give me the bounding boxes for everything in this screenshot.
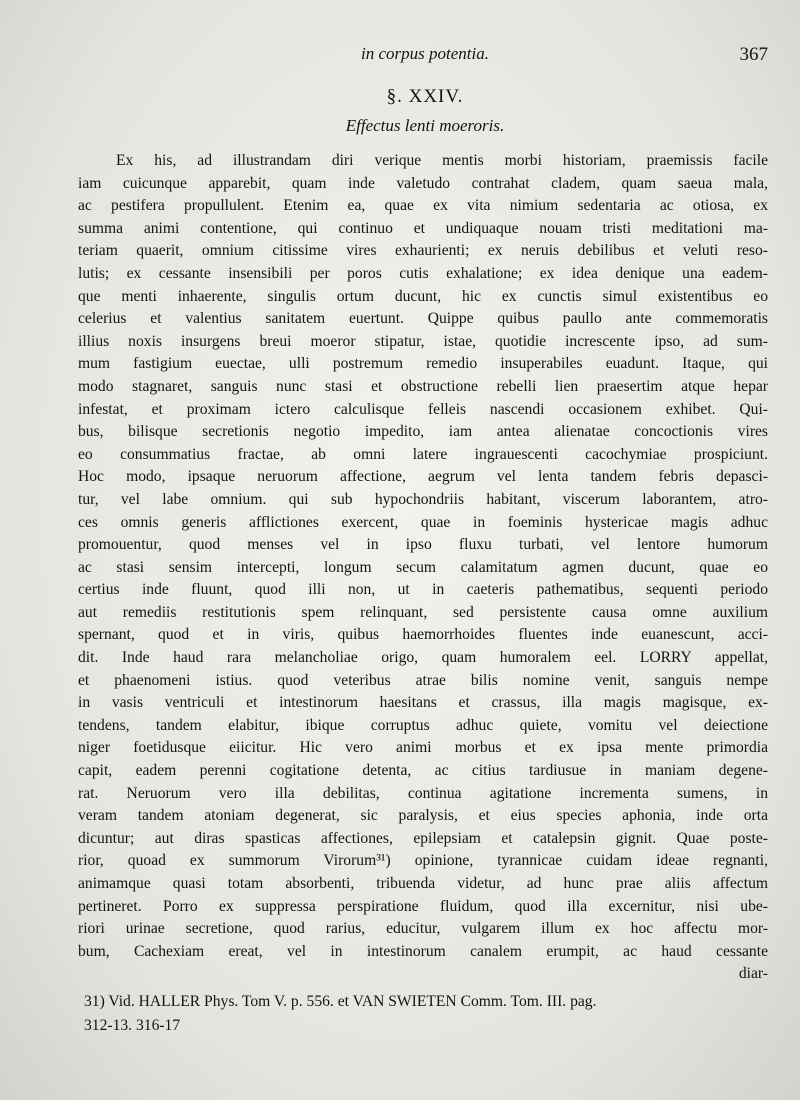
body-text xyxy=(78,150,768,986)
text-line: illius noxis insurgens breui moeror stipatur, istae, quotidie increscente ipso, ad sum- xyxy=(78,332,768,350)
running-head xyxy=(80,44,770,70)
text-line: et phaenomeni istius. quod veteribus atrae bilis nomine venit, sanguis nempe xyxy=(78,671,768,689)
running-title: in corpus potentia. xyxy=(361,44,489,63)
text-line: rat. Neruorum vero illa debilitas, continua agitatione incrementa sumens, in xyxy=(78,784,768,802)
text-line: spernant, quod et in viris, quibus haemorrhoides fluentes inde euanescunt, acci- xyxy=(78,626,768,644)
text-line: Hoc modo, ipsaque neruorum affectione, aegrum vel lenta tandem febris depasci- xyxy=(78,468,768,486)
text-line: tur, vel labe omnium. qui sub hypochondriis habitant, viscerum laborantem, atro- xyxy=(78,490,768,508)
text-line: promouentur, quod menses vel in ipso fluxu turbati, vel lentore humorum xyxy=(78,536,768,554)
text-line: ces omnis generis afflictiones exercent, quae in foeminis hystericae magis adhuc xyxy=(78,513,768,531)
text-line: mum fastigium euectae, ulli postremum remedio insuperabiles euadunt. Itaque, qui xyxy=(78,355,768,373)
text-line: dicuntur; aut diras spasticas affectiones, epilepsiam et catalepsin gignit. Quae poste- xyxy=(78,829,768,847)
text-line: capit, eadem perenni cogitatione detenta, ac citius tardiusue in maniam degene- xyxy=(78,762,768,780)
text-line: certius inde fluunt, quod illi non, ut in caeteris pathematibus, sequenti periodo xyxy=(78,581,768,599)
text-line: infestat, et proximam ictero calculisque felleis nascendi occasionem exhibet. Qui- xyxy=(78,400,768,418)
section-title: Effectus lenti moeroris. xyxy=(345,116,505,135)
footnote xyxy=(84,990,774,1038)
text-line: niger foetidusque eiicitur. Hic vero animi morbus et ex ipsa mente primordia xyxy=(78,739,768,757)
text-line: bus, bilisque secretionis negotio impedito, iam antea alienatae concoctionis vires xyxy=(78,423,768,441)
text-line: animamque quasi totam absorbenti, tribuenda videtur, ad hunc prae aliis affectum xyxy=(78,875,768,892)
text-line: Ex his, ad illustrandam diri verique mentis morbi historiam, praemissis facile xyxy=(116,152,768,169)
text-line: modo stagnaret, sanguis nunc stasi et obstructione rebelli lien praesertim atque hepar xyxy=(78,377,768,395)
text-line: ac pestifera propullulent. Etenim ea, quae ex vita nimium sedentaria ac otiosa, ex xyxy=(78,197,768,215)
text-line: celerius et valentius sanitatem euertunt. Quippe quibus paullo ante commemoratis xyxy=(78,310,768,328)
text-line: in vasis ventriculi et intestinorum haesitans et crassus, illa magis magisque, ex- xyxy=(78,694,768,712)
text-line: que menti inhaerente, singulis ortum ducunt, hic ex cunctis simul existentibus eo xyxy=(78,287,768,305)
text-line: ac stasi sensim intercepti, longum secum calamitatum agmen ducunt, quae eo xyxy=(78,558,768,576)
page-number: 367 xyxy=(739,44,768,65)
text-line: aut remediis restitutionis spem relinquant, sed persistente causa omne auxilium xyxy=(78,603,768,621)
footnote-line: 31) Vid. HALLER Phys. Tom V. p. 556. et VAN SWIETEN Comm. Tom. III. pag. xyxy=(84,993,597,1010)
section-number: §. XXIV. xyxy=(386,86,464,107)
text-line: iam cuicunque apparebit, quam inde valetudo contrahat cladem, quam saeua mala, xyxy=(78,174,768,192)
text-line: veram tandem atoniam degenerat, sic paralysis, et eius species aphonia, inde orta xyxy=(78,807,768,825)
text-line: lutis; ex cessante insensibili per poros cutis exhalatione; ex idea denique una eadem- xyxy=(78,264,768,282)
catchword: diar- xyxy=(738,965,768,983)
text-line: rior, quoad ex summorum Virorum³¹) opinione, tyrannicae cuidam ideae regnanti, xyxy=(78,852,768,870)
text-line: bum, Cachexiam ereat, vel in intestinorum canalem erumpit, ac haud cessante xyxy=(78,942,768,960)
footnote-line: 312-13. 316-17 xyxy=(84,1017,181,1034)
text-line: riori urinae secretione, quod rarius, educitur, vulgarem illum ex hoc affectu mor- xyxy=(78,920,768,938)
text-line: tendens, tandem elabitur, ibique corruptus adhuc quiete, vomitu vel deiectione xyxy=(78,716,768,734)
text-line: pertineret. Porro ex suppressa perspiratione fluidum, quod illa excernitur, nisi ube- xyxy=(78,897,768,915)
text-line: summa animi contentione, qui continuo et undiquaque nouam tristi meditationi ma- xyxy=(78,219,768,237)
text-line: dit. Inde haud rara melancholiae origo, quam humoralem eel. LORRY appellat, xyxy=(78,649,768,667)
text-line: eo consummatius fractae, ab omni latere ingrauescenti cacochymiae prospiciunt. xyxy=(78,445,768,463)
text-line: teriam quaerit, omnium citissime vires exhaurienti; ex neruis debilibus et veluti reso- xyxy=(78,242,768,260)
